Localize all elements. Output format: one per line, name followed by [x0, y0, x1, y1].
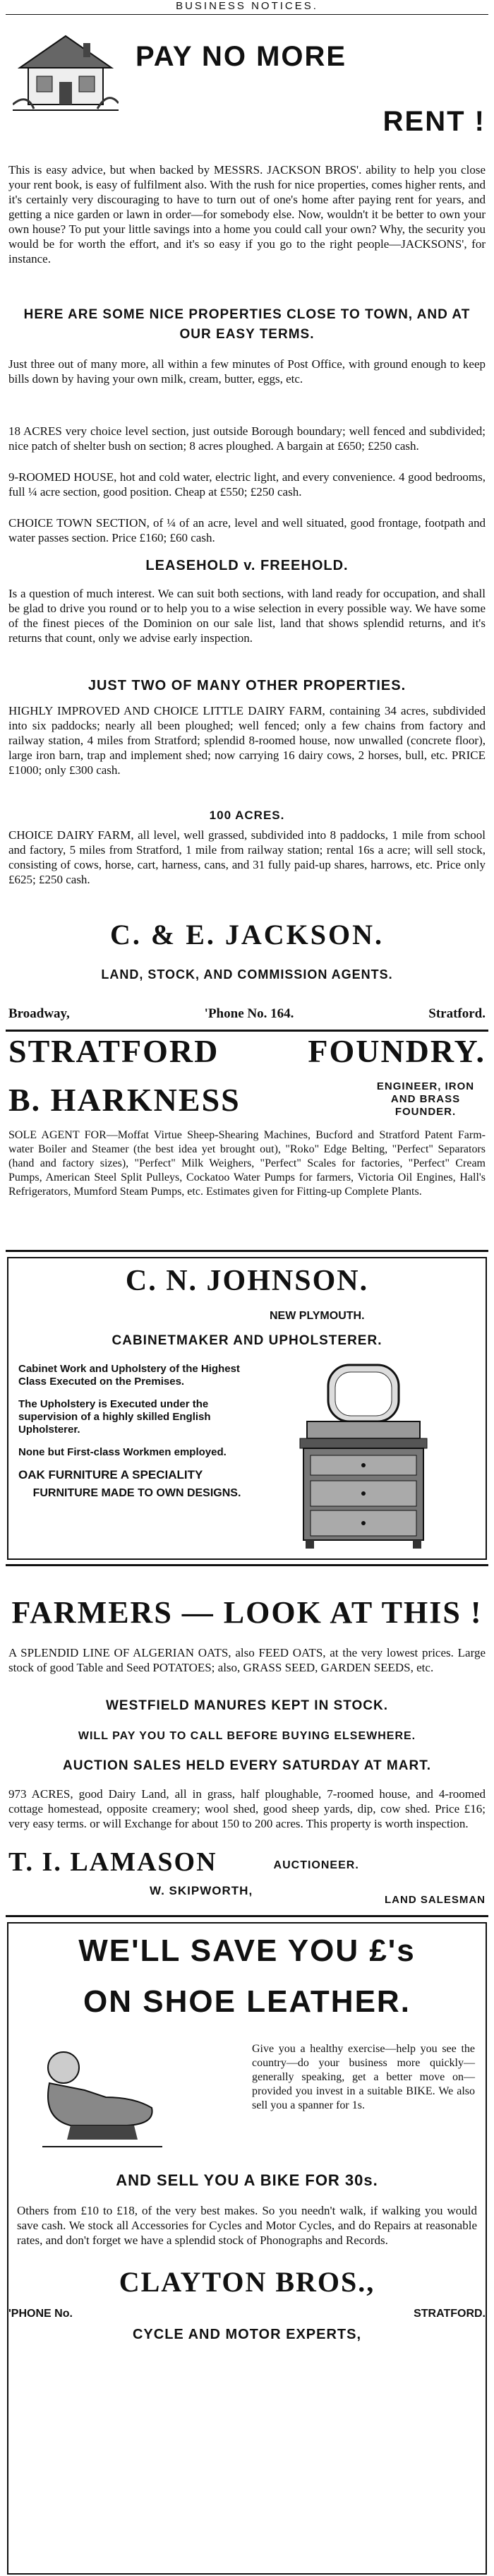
johnson-name: C. N. JOHNSON. [125, 1265, 369, 1297]
lamason-row [0, 1847, 494, 1878]
clayton-box [7, 1922, 487, 2575]
harkness-name-row [0, 1080, 494, 1119]
jackson-firm: C. & E. JACKSON. [109, 919, 385, 950]
page-header: BUSINESS NOTICES. [176, 0, 318, 12]
jackson-subhead-4: 100 ACRES. [209, 809, 285, 822]
johnson-text [10, 1363, 264, 1503]
jackson-subhead-3: JUST TWO OF MANY OTHER PROPERTIES. [88, 678, 406, 693]
farmers-sub-2: WILL PAY YOU TO CALL BEFORE BUYING ELSEWHERE. [78, 1730, 416, 1742]
harkness-trade: ENGINEER, IRON AND BRASS FOUNDER. [376, 1080, 475, 1118]
farmers-listing: 973 ACRES, good Dairy Land, all in grass, half ploughable, 7-roomed house, and 4-roomed cottage homestead, opposite creamery; wool shed, good sheep yards, dip, cow shed. Price £16; very easy terms. or will Exchange for about 150 to 200 acres. This property is worth inspection. [8, 1787, 486, 1830]
dresser-illustration [279, 1359, 448, 1550]
jackson-address [0, 1006, 494, 1022]
jackson-listing-4: HIGHLY IMPROVED AND CHOICE LITTLE DAIRY FARM, containing 34 acres, subdivided into six paddocks; nearly all been ploughed; well fenced; only a few chains from factory and railway station, 4 miles from Stratford; splendid 8-roomed house, now unwalled (concrete floor), large iron barn, trap and implement shed; now carrying 16 dairy cows, 2 horses, bull, etc. PRICE £1000; only £300 cash. [8, 704, 486, 777]
jackson-listing-2: 9-ROOMED HOUSE, hot and cold water, electric light, and every convenience. 4 good bedrooms, full ¼ acre section, good position. Cheap at £550; £250 cash. [8, 470, 486, 499]
harkness-headline [0, 1032, 494, 1070]
harkness-name: B. HARKNESS [8, 1081, 241, 1118]
jackson-listing-5: CHOICE DAIRY FARM, all level, well grassed, subdivided into 8 paddocks, 1 mile from school and factory, 5 miles from Stratford, 1 mile from railway station; rental 16s a acre; will sell stock, consisting of cows, horse, cart, harness, cans, and 31 fully paid-up shares, harrows, etc. Price only £625; £250 cash. [8, 828, 486, 886]
jackson-subhead-1: HERE ARE SOME NICE PROPERTIES CLOSE TO TOWN, AND AT OUR EASY TERMS. [23, 307, 471, 342]
jackson-headline-2: RENT ! [382, 106, 486, 137]
clayton-trade: CYCLE AND MOTOR EXPERTS, [132, 2327, 362, 2342]
clayton-place: STRATFORD. [414, 2308, 486, 2320]
divider-3 [6, 1564, 488, 1566]
johnson-p4: OAK FURNITURE A SPECIALITY [18, 1468, 203, 1481]
farmers-headline: FARMERS — LOOK AT THIS ! [11, 1595, 483, 1630]
johnson-p3: None but First-class Workmen employed. [18, 1446, 227, 1458]
jackson-listing-3: CHOICE TOWN SECTION, of ¼ of an acre, level and well situated, good frontage, footpath and water passes section. Price £160; £60 cash. [8, 516, 486, 544]
farmers-body: A SPLENDID LINE OF ALGERIAN OATS, also FEED OATS, at the very lowest prices. Large stock of good Table and Seed POTATOES; also, GRASS SEED, GARDEN SEEDS, etc. [8, 1646, 486, 1674]
jackson-para-3: Is a question of much interest. We can suit both sections, with land ready for occupation, and shall be glad to drive you round or to help you to a wise selection in every possible way. We have some of the finest pieces of the Dominion on our sale list, land that shows splendid returns, and it's returns that count, only we advise early inspection. [8, 587, 486, 645]
johnson-place: NEW PLYMOUTH. [270, 1310, 365, 1322]
clayton-sub: AND SELL YOU A BIKE FOR 30s. [116, 2171, 378, 2189]
divider-4 [6, 1915, 488, 1917]
johnson-p2: The Upholstery is Executed under the supervision of a highly skilled English Upholsterer. [18, 1398, 211, 1436]
clayton-blurb: Give you a healthy exercise—help you see the country—do your business more quickly—generally speaking, get a better move on—provided you invest in a suitable BIKE. We also sell you a spanner for 1s. [252, 2043, 475, 2111]
johnson-p5: FURNITURE MADE TO OWN DESIGNS. [32, 1487, 241, 1499]
lamason-name: T. I. LAMASON [8, 1847, 217, 1877]
jackson-addr-phone: 'Phone No. 164. [204, 1006, 294, 1021]
divider-2 [6, 1250, 488, 1252]
jackson-para-2: Just three out of many more, all within a few minutes of Post Office, with ground enough to keep bills down by having your own milk, cream, butter, eggs, etc. [8, 357, 486, 386]
jackson-addr-left: Broadway, [8, 1006, 70, 1021]
jackson-subhead-2: LEASEHOLD v. FREEHOLD. [145, 558, 349, 573]
farmers-sub-1: WESTFIELD MANURES KEPT IN STOCK. [105, 1698, 389, 1713]
skipworth-name: W. SKIPWORTH, [150, 1884, 253, 1897]
header-rule [6, 14, 488, 15]
lamason-role: AUCTIONEER. [273, 1859, 359, 1871]
harkness-headline-left: STRATFORD [8, 1033, 219, 1069]
clayton-name: CLAYTON BROS., [119, 2266, 375, 2298]
clayton-phone: 'PHONE No. [8, 2308, 73, 2320]
skipworth-role: LAND SALESMAN [385, 1894, 486, 1906]
foot-illustration [28, 2041, 169, 2161]
divider-1 [6, 1030, 488, 1032]
clayton-headline-2: ON SHOE LEATHER. [83, 1984, 411, 2019]
johnson-trade: CABINETMAKER AND UPHOLSTERER. [112, 1333, 382, 1348]
clayton-headline-1: WE'LL SAVE YOU £'s [78, 1933, 416, 1968]
clayton-contact-row [0, 2308, 494, 2320]
jackson-addr-right: Stratford. [428, 1006, 486, 1021]
johnson-p1: Cabinet Work and Upholstery of the Highest Class Executed on the Premises. [18, 1363, 240, 1388]
house-illustration [13, 25, 119, 117]
skipworth-row [0, 1884, 494, 1906]
jackson-headline-1: PAY NO MORE [135, 41, 347, 72]
harkness-body: SOLE AGENT FOR—Moffat Virtue Sheep-Shearing Machines, Bucford and Stratford Patent Farm-water Boiler and Steamer (the best idea yet brought out), "Roko" Edge Belting, "Perfect" Separators (hand and factory sizes), "Perfect" Milk Weighers, "Perfect" Scales for factories, "Perfect" Cream Pumps, American Steel Split Pulleys, Cockatoo Water Pumps for farmers, Victoria Oil Engines, Hall's Refrigerators, Mumford Steam Pumps, etc. Estimates given for Fitting-up Complete Plants. [8, 1129, 486, 1198]
clayton-body: Others from £10 to £18, of the very best makes. So you needn't walk, if walking you would save cash. We stock all Accessories for Cycles and Motor Cycles, and do Repairs at reasonable rates, and don't forget we have a splendid stock of Phonographs and Records. [17, 2204, 477, 2247]
harkness-headline-right: FOUNDRY. [308, 1033, 486, 1069]
farmers-sub-3: AUCTION SALES HELD EVERY SATURDAY AT MART. [63, 1758, 431, 1773]
jackson-firm-sub: LAND, STOCK, AND COMMISSION AGENTS. [101, 967, 393, 982]
jackson-listing-1: 18 ACRES very choice level section, just outside Borough boundary; well fenced and subdivided; nice patch of shelter bush on section; 8 acres ploughed. A bargain at £650; £250 cash. [8, 424, 486, 453]
jackson-intro: This is easy advice, but when backed by MESSRS. JACKSON BROS'. ability to help you close your rent book, is easy of fulfilment also. With the rush for nice properties, comes higher rents, and it's certainly very discouraging to have to turn out of one's home after paying rent for years, and getting a nice garden or lawn in order—for somebody else. Now, wouldn't it be better to own your own house? To put your little savings into a home you could call your own? Why, the security you would be for worth the effort, and it's so easy if you go to the right people—JACKSONS', for instance. [8, 163, 486, 266]
